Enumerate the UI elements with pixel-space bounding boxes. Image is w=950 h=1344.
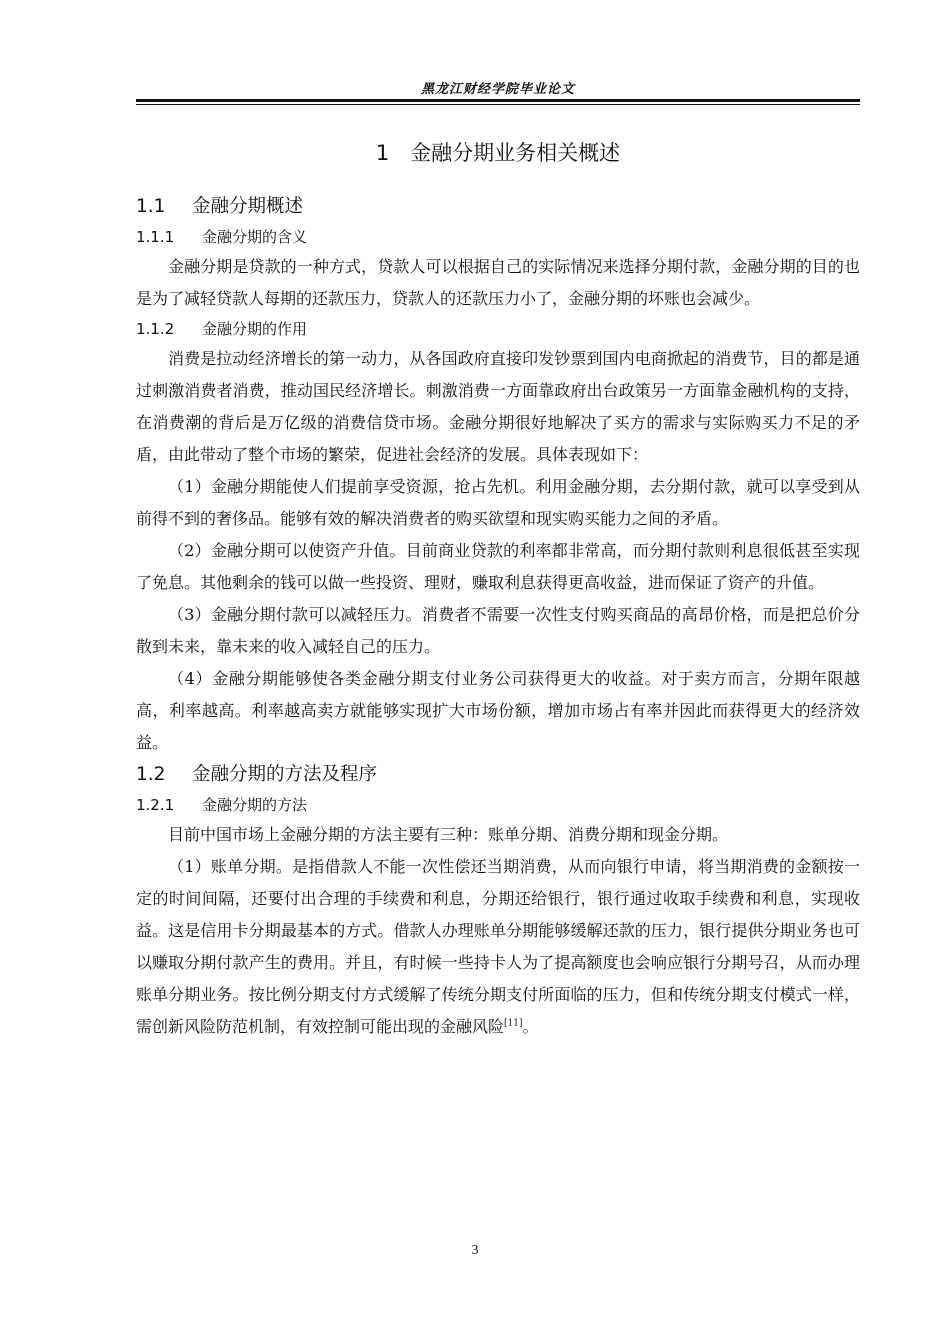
running-header: 黑龙江财经学院毕业论文 [420,82,575,97]
paragraph: 消费是拉动经济增长的第一动力，从各国政府直接印发钞票到国内电商掀起的消费节，目的都是通过刺激消费者消费，推动国民经济增长。刺激消费一方面靠政府出台政策另一方面靠金融机构的支持，在消费潮的背后是万亿级的消费信贷市场。金融分期很好地解决了买方的需求与实际购买力不足的矛盾，由此带动了整个市场的繁荣，促进社会经济的发展。具体表现如下： [136,349,860,464]
subsection-title: 金融分期的方法 [202,796,308,814]
subsection-heading-1-2-1 [136,791,860,819]
list-paragraph-4: （4）金融分期能够使各类金融分期支付业务公司获得更大的收益。对于卖方而言，分期年限越高，利率越高。利率越高卖方就能够实现扩大市场份额，增加市场占有率并因此而获得更大的经济效益。 [136,669,860,752]
subsection-number: 1.1.1 [136,228,175,246]
subsection-number: 1.1.2 [136,320,175,338]
list-paragraph-1: （1）金融分期能使人们提前享受资源，抢占先机。利用金融分期，去分期付款，就可以享受到从前得不到的奢侈品。能够有效的解决消费者的购买欲望和现实购买能力之间的矛盾。 [136,477,860,528]
header-rule-thick [136,99,860,102]
paragraph: 金融分期是贷款的一种方式，贷款人可以根据自己的实际情况来选择分期付款，金融分期的目的也是为了减轻贷款人每期的还款压力，贷款人的还款压力小了，金融分期的坏账也会减少。 [136,257,860,308]
list-paragraph-3: （3）金融分期付款可以减轻压力。消费者不需要一次性支付购买商品的高昂价格，而是把总价分散到未来，靠未来的收入减轻自己的压力。 [136,605,860,656]
subsection-heading-1-1-1 [136,223,860,251]
list-paragraph-1 [136,851,860,1043]
section-title: 金融分期概述 [192,196,304,217]
list-paragraph-2: （2）金融分期可以使资产升值。目前商业贷款的利率都非常高，而分期付款则利息很低甚至实现了免息。其他剩余的钱可以做一些投资、理财，赚取利息获得更高收益，进而保证了资产的升值。 [136,541,860,592]
paragraph-text: （1）账单分期。是指借款人不能一次性偿还当期消费，从而向银行申请，将当期消费的金额按一定的时间间隔，还要付出合理的手续费和利息，分期还给银行，银行通过收取手续费和利息，实现收益。这是信用卡分期最基本的方式。借款人办理账单分期能够缓解还款的压力，银行提供分期业务也可以赚取分期付款产生的费用。并且，有时候一些持卡人为了提高额度也会响应银行分期号召，从而办理账单分期业务。按比例分期支付方式缓解了传统分期支付所面临的压力，但和传统分期支付模式一样，需创新风险防范机制，有效控制可能出现的金融风险 [136,857,860,1036]
chapter-number: 1 [375,141,390,165]
section-title: 金融分期的方法及程序 [192,764,378,785]
paragraph: 目前中国市场上金融分期的方法主要有三种：账单分期、消费分期和现金分期。 [168,825,729,844]
page-number: 3 [471,1243,479,1258]
section-heading-1-1 [136,191,860,223]
subsection-title: 金融分期的含义 [202,228,308,246]
section-number: 1.2 [136,764,166,785]
citation: [11] [504,1018,523,1029]
chapter-heading [136,136,860,170]
subsection-number: 1.2.1 [136,796,175,814]
section-number: 1.1 [136,196,166,217]
paragraph-end: 。 [522,1017,539,1036]
subsection-heading-1-1-2 [136,315,860,343]
section-heading-1-2 [136,759,860,791]
chapter-title: 金融分期业务相关概述 [410,141,621,165]
page-body [136,134,860,1043]
header-rule-thin [136,104,860,105]
subsection-title: 金融分期的作用 [202,320,308,338]
